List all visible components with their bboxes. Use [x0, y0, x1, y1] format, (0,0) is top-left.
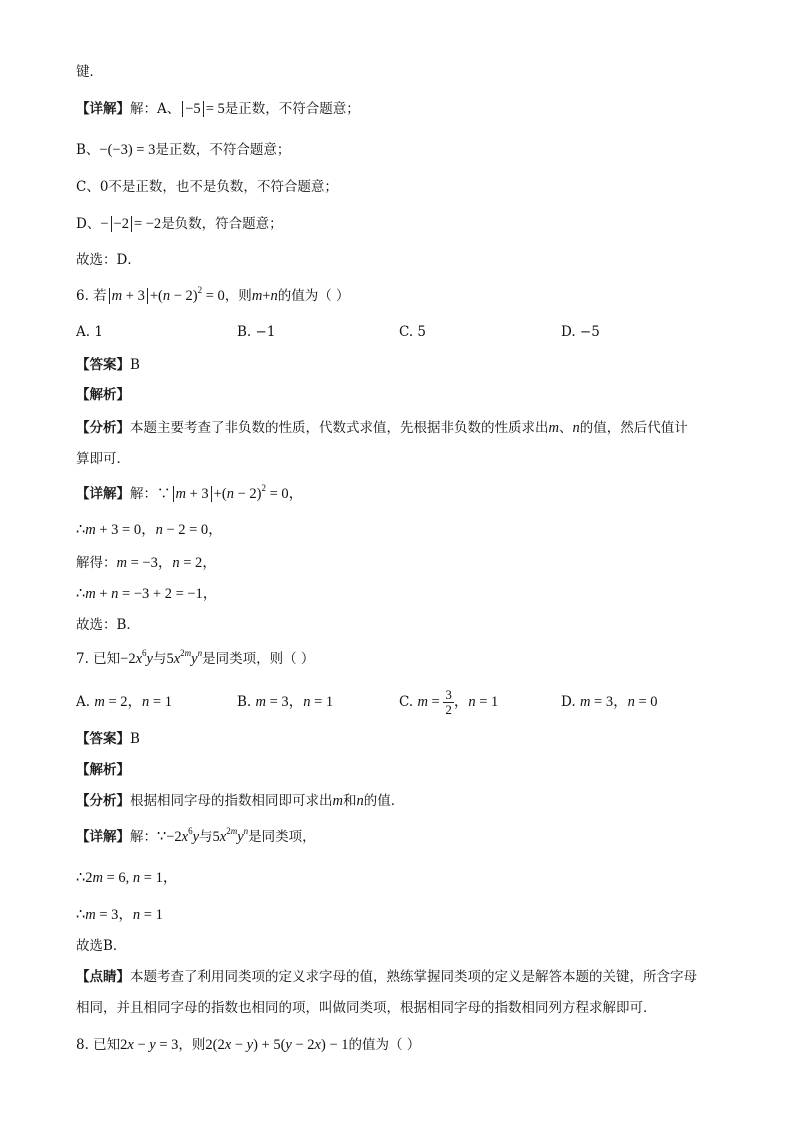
math-expression: $5x^{2m}y^n$ [166, 648, 203, 667]
section-tag: 【分析】 [76, 793, 130, 809]
text-fragment: 的值为（ ） [348, 1037, 421, 1053]
text-fragment: 是正数，不符合题意； [155, 142, 291, 158]
question-number: 6. 若 [76, 288, 107, 304]
option-c: C. m = $\frac{3}{2}$ ，n = 1 [399, 687, 499, 717]
math-expression: $\because-2x^6y$ [157, 826, 200, 845]
math-expression: $-2x^6y$ [120, 648, 153, 667]
option-a: A. 1 [76, 324, 103, 340]
section-tag: 【详解】 [76, 829, 130, 845]
text-fragment: 解：A、 [130, 101, 181, 117]
text-line: 键． [76, 64, 103, 80]
text-fragment: D、 [76, 216, 101, 232]
option-d: D. m = 3，n = 0 [561, 694, 658, 710]
text-fragment: 的值，然后代值计 [579, 420, 688, 436]
section-tag: 【解析】 [76, 762, 130, 778]
math-var: m [548, 420, 559, 436]
text-fragment: 解得： [76, 555, 117, 571]
text-fragment: B、 [76, 142, 100, 158]
detail-line [76, 484, 303, 504]
section-tag: 【解析】 [76, 387, 130, 403]
section-tag: 【点睛】 [76, 969, 130, 985]
section-tag: 【答案】 [76, 731, 130, 747]
math-expression: $5x^{2m}y^n$ [212, 826, 249, 845]
text-fragment: 本题考查了利用同类项的定义求字母的值，熟练掌握同类项的定义是解答本题的关键，所含字母 [130, 969, 697, 985]
text-fragment: ，则 [178, 1037, 206, 1053]
math-expression: $m + 3 +(n - 2)^2 = 0$， [171, 486, 304, 502]
option-c: C. 5 [399, 324, 427, 340]
text-line: 相同，并且相同字母的指数也相同的项，叫做同类项，根据相同字母的指数相同列方程求解即可． [76, 1000, 657, 1016]
text-line [76, 99, 360, 119]
math-expression: $m + 3 +(n - 2)^2 = 0$ [107, 288, 225, 304]
math-expression: −(−3) = 3 [99, 142, 156, 158]
text-fragment: 是同类项，则（ ） [202, 651, 315, 667]
question-number: 7. 已知 [76, 651, 121, 667]
text-fragment: 是同类项， [248, 829, 316, 845]
section-tag: 【答案】 [76, 357, 130, 373]
math-expression: − −2 = −2 [100, 216, 162, 232]
analysis-line: 【分析】根据相同字母的指数相同即可求出m和n的值． [76, 793, 405, 809]
text-line: C、0不是正数，也不是负数，不符合题意； [76, 179, 338, 195]
math-expression: 2x − y = 3 [120, 1037, 179, 1053]
text-fragment: 的值为（ ） [277, 288, 350, 304]
math-line: ∴2m = 6, n = 1， [76, 870, 178, 886]
answer-value: B [130, 731, 140, 747]
math-line: 解得：m = −3，n = 2， [76, 555, 217, 571]
math-line: ∴m + 3 = 0，n − 2 = 0， [76, 522, 223, 538]
option-a: A. m = 2，n = 1 [76, 694, 172, 710]
text-fragment: 解： [130, 829, 157, 845]
detail-line [76, 827, 316, 847]
text-fragment: 和 [342, 793, 357, 809]
question-8 [76, 1035, 420, 1055]
option-d: D. −5 [561, 324, 600, 340]
question-7 [76, 649, 314, 669]
option-b: B. −1 [237, 324, 276, 340]
section-tag: 【详解】 [76, 486, 130, 502]
question-6: 6. 若 $m + 3 +(n - 2)^2 = 0$，则m+n的值为（ ） [76, 285, 350, 304]
text-fragment: 与 [199, 829, 213, 845]
text-fragment: 本题主要考查了非负数的性质，代数式求值，先根据非负数的性质求出 [130, 420, 549, 436]
section-tag: 【详解】 [76, 101, 130, 117]
text-fragment: 解：∵ [130, 486, 171, 502]
text-line: 故选B． [76, 938, 127, 954]
text-line: 故选：D． [76, 252, 141, 268]
math-line: ∴m + n = −3 + 2 = −1， [76, 586, 218, 602]
answer-line [76, 729, 140, 749]
text-line [76, 140, 290, 160]
text-line [76, 214, 283, 234]
remark-line [76, 967, 697, 987]
math-line: ∴m = 3，n = 1 [76, 907, 163, 923]
text-line: 故选：B． [76, 617, 140, 633]
math-expression: m [251, 288, 263, 304]
text-fragment: 的值． [363, 793, 405, 809]
text-line: 算即可． [76, 451, 130, 467]
answer-line [76, 355, 140, 375]
analysis-line: 【分析】本题主要考查了非负数的性质，代数式求值，先根据非负数的性质求出m、n的值，然后代值计 [76, 420, 688, 436]
text-fragment: 是正数，不符合题意； [224, 101, 360, 117]
option-b: B. m = 3，n = 1 [237, 694, 334, 710]
math-expression: −5 = 5 [180, 101, 225, 117]
question-number: 8. 已知 [76, 1037, 121, 1053]
text-fragment: 根据相同字母的指数相同即可求出 [130, 793, 333, 809]
text-fragment: 是负数，符合题意； [161, 216, 283, 232]
section-tag: 【分析】 [76, 420, 130, 436]
math-expression: 2(2x − y) + 5(y − 2x) − 1 [205, 1037, 349, 1053]
text-fragment: 与 [152, 651, 167, 667]
answer-value: B [130, 357, 140, 373]
text-fragment: ，则 [224, 288, 252, 304]
